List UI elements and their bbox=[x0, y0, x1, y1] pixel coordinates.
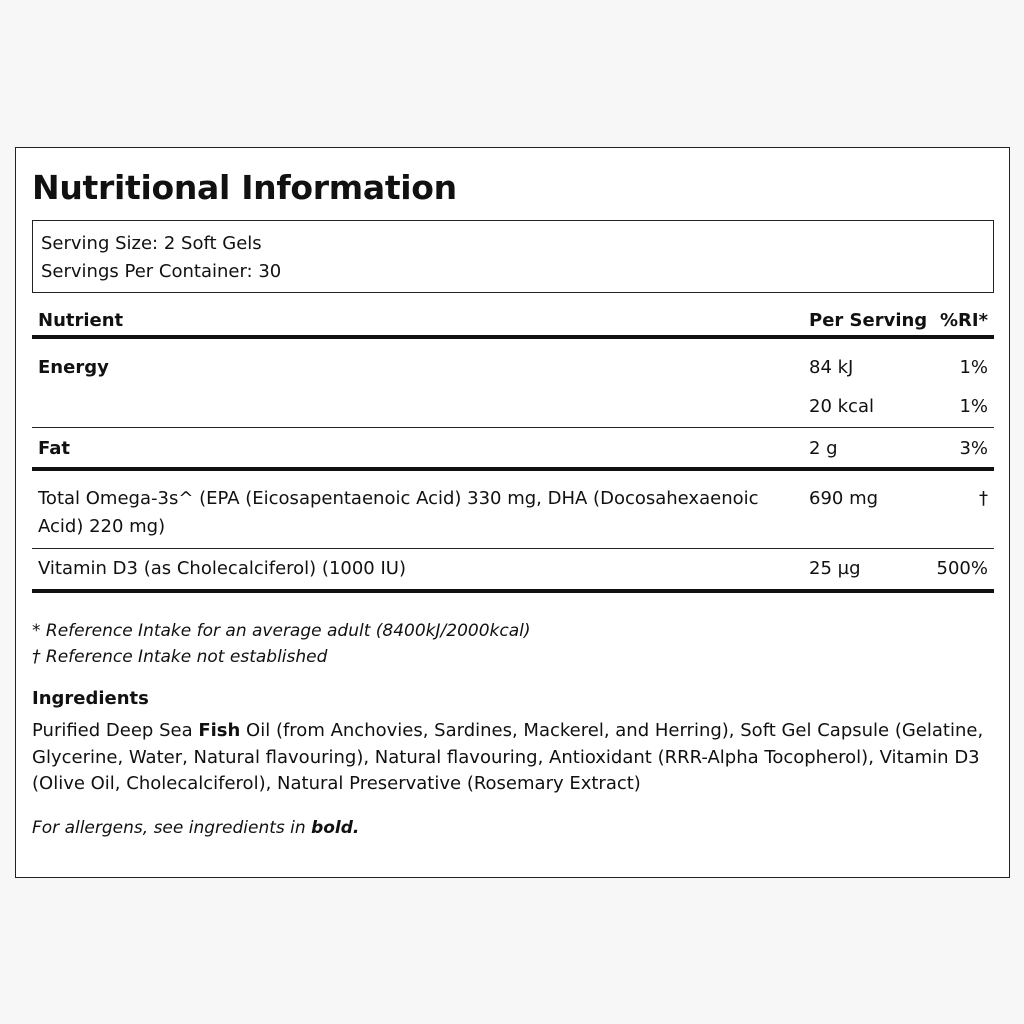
table-row-vitamin-d3 bbox=[32, 549, 994, 593]
fat-label: Fat bbox=[38, 438, 70, 459]
allergen-note bbox=[32, 818, 359, 838]
energy-label: Energy bbox=[38, 357, 109, 378]
ingredients-text bbox=[32, 718, 992, 798]
energy-kcal-ri: 1% bbox=[959, 396, 988, 417]
omega-value: 690 mg bbox=[809, 488, 879, 509]
footnotes bbox=[32, 618, 531, 670]
vitamin-d3-ri: 500% bbox=[936, 558, 988, 579]
serving-size: Serving Size: 2 Soft Gels bbox=[41, 233, 262, 254]
energy-kj: 84 kJ bbox=[809, 357, 854, 378]
servings-per-container: Servings Per Container: 30 bbox=[41, 261, 282, 282]
fat-ri: 3% bbox=[959, 438, 988, 459]
table-row-energy bbox=[32, 339, 994, 428]
vitamin-d3-value: 25 µg bbox=[809, 558, 861, 579]
page-title: Nutritional Information bbox=[32, 168, 457, 207]
serving-info-box bbox=[32, 220, 994, 293]
energy-kcal: 20 kcal bbox=[809, 396, 874, 417]
ingredients-allergen: Fish bbox=[198, 720, 241, 741]
fat-value: 2 g bbox=[809, 438, 838, 459]
footnote-ri: * Reference Intake for an average adult (8400kJ/2000kcal) bbox=[32, 621, 531, 641]
table-row-fat bbox=[32, 428, 994, 471]
nutrition-label bbox=[15, 147, 1010, 878]
footnote-not-established: † Reference Intake not established bbox=[32, 647, 328, 667]
allergen-note-bold: bold. bbox=[311, 818, 360, 838]
header-ri: %RI* bbox=[939, 310, 988, 331]
ingredients-part-2: Oil (from Anchovies, Sardines, Mackerel, and Herring), Soft Gel Capsule (Gelatine, Glycerine, Water, Natural flavouring), Natural flavouring, Antioxidant (RRR-Alpha Tocopherol), Vitamin D3 (Olive Oil, Cholecalciferol), Natural Preservative (Rosemary Extract) bbox=[32, 720, 984, 794]
omega-ri: † bbox=[979, 488, 988, 509]
ingredients-heading: Ingredients bbox=[32, 688, 149, 709]
header-per-serving: Per Serving bbox=[809, 310, 928, 331]
table-header-row bbox=[32, 303, 994, 339]
nutrition-table bbox=[32, 303, 994, 593]
energy-kj-ri: 1% bbox=[959, 357, 988, 378]
omega-label: Total Omega-3s^ (EPA (Eicosapentaenoic Acid) 330 mg, DHA (Docosahexaenoic Acid) 220 mg) bbox=[38, 488, 759, 537]
header-nutrient: Nutrient bbox=[38, 310, 124, 331]
ingredients-part-1: Purified Deep Sea bbox=[32, 720, 199, 741]
vitamin-d3-label: Vitamin D3 (as Cholecalciferol) (1000 IU) bbox=[38, 558, 406, 579]
table-row-omega bbox=[32, 471, 994, 549]
allergen-note-text: For allergens, see ingredients in bbox=[32, 818, 312, 838]
